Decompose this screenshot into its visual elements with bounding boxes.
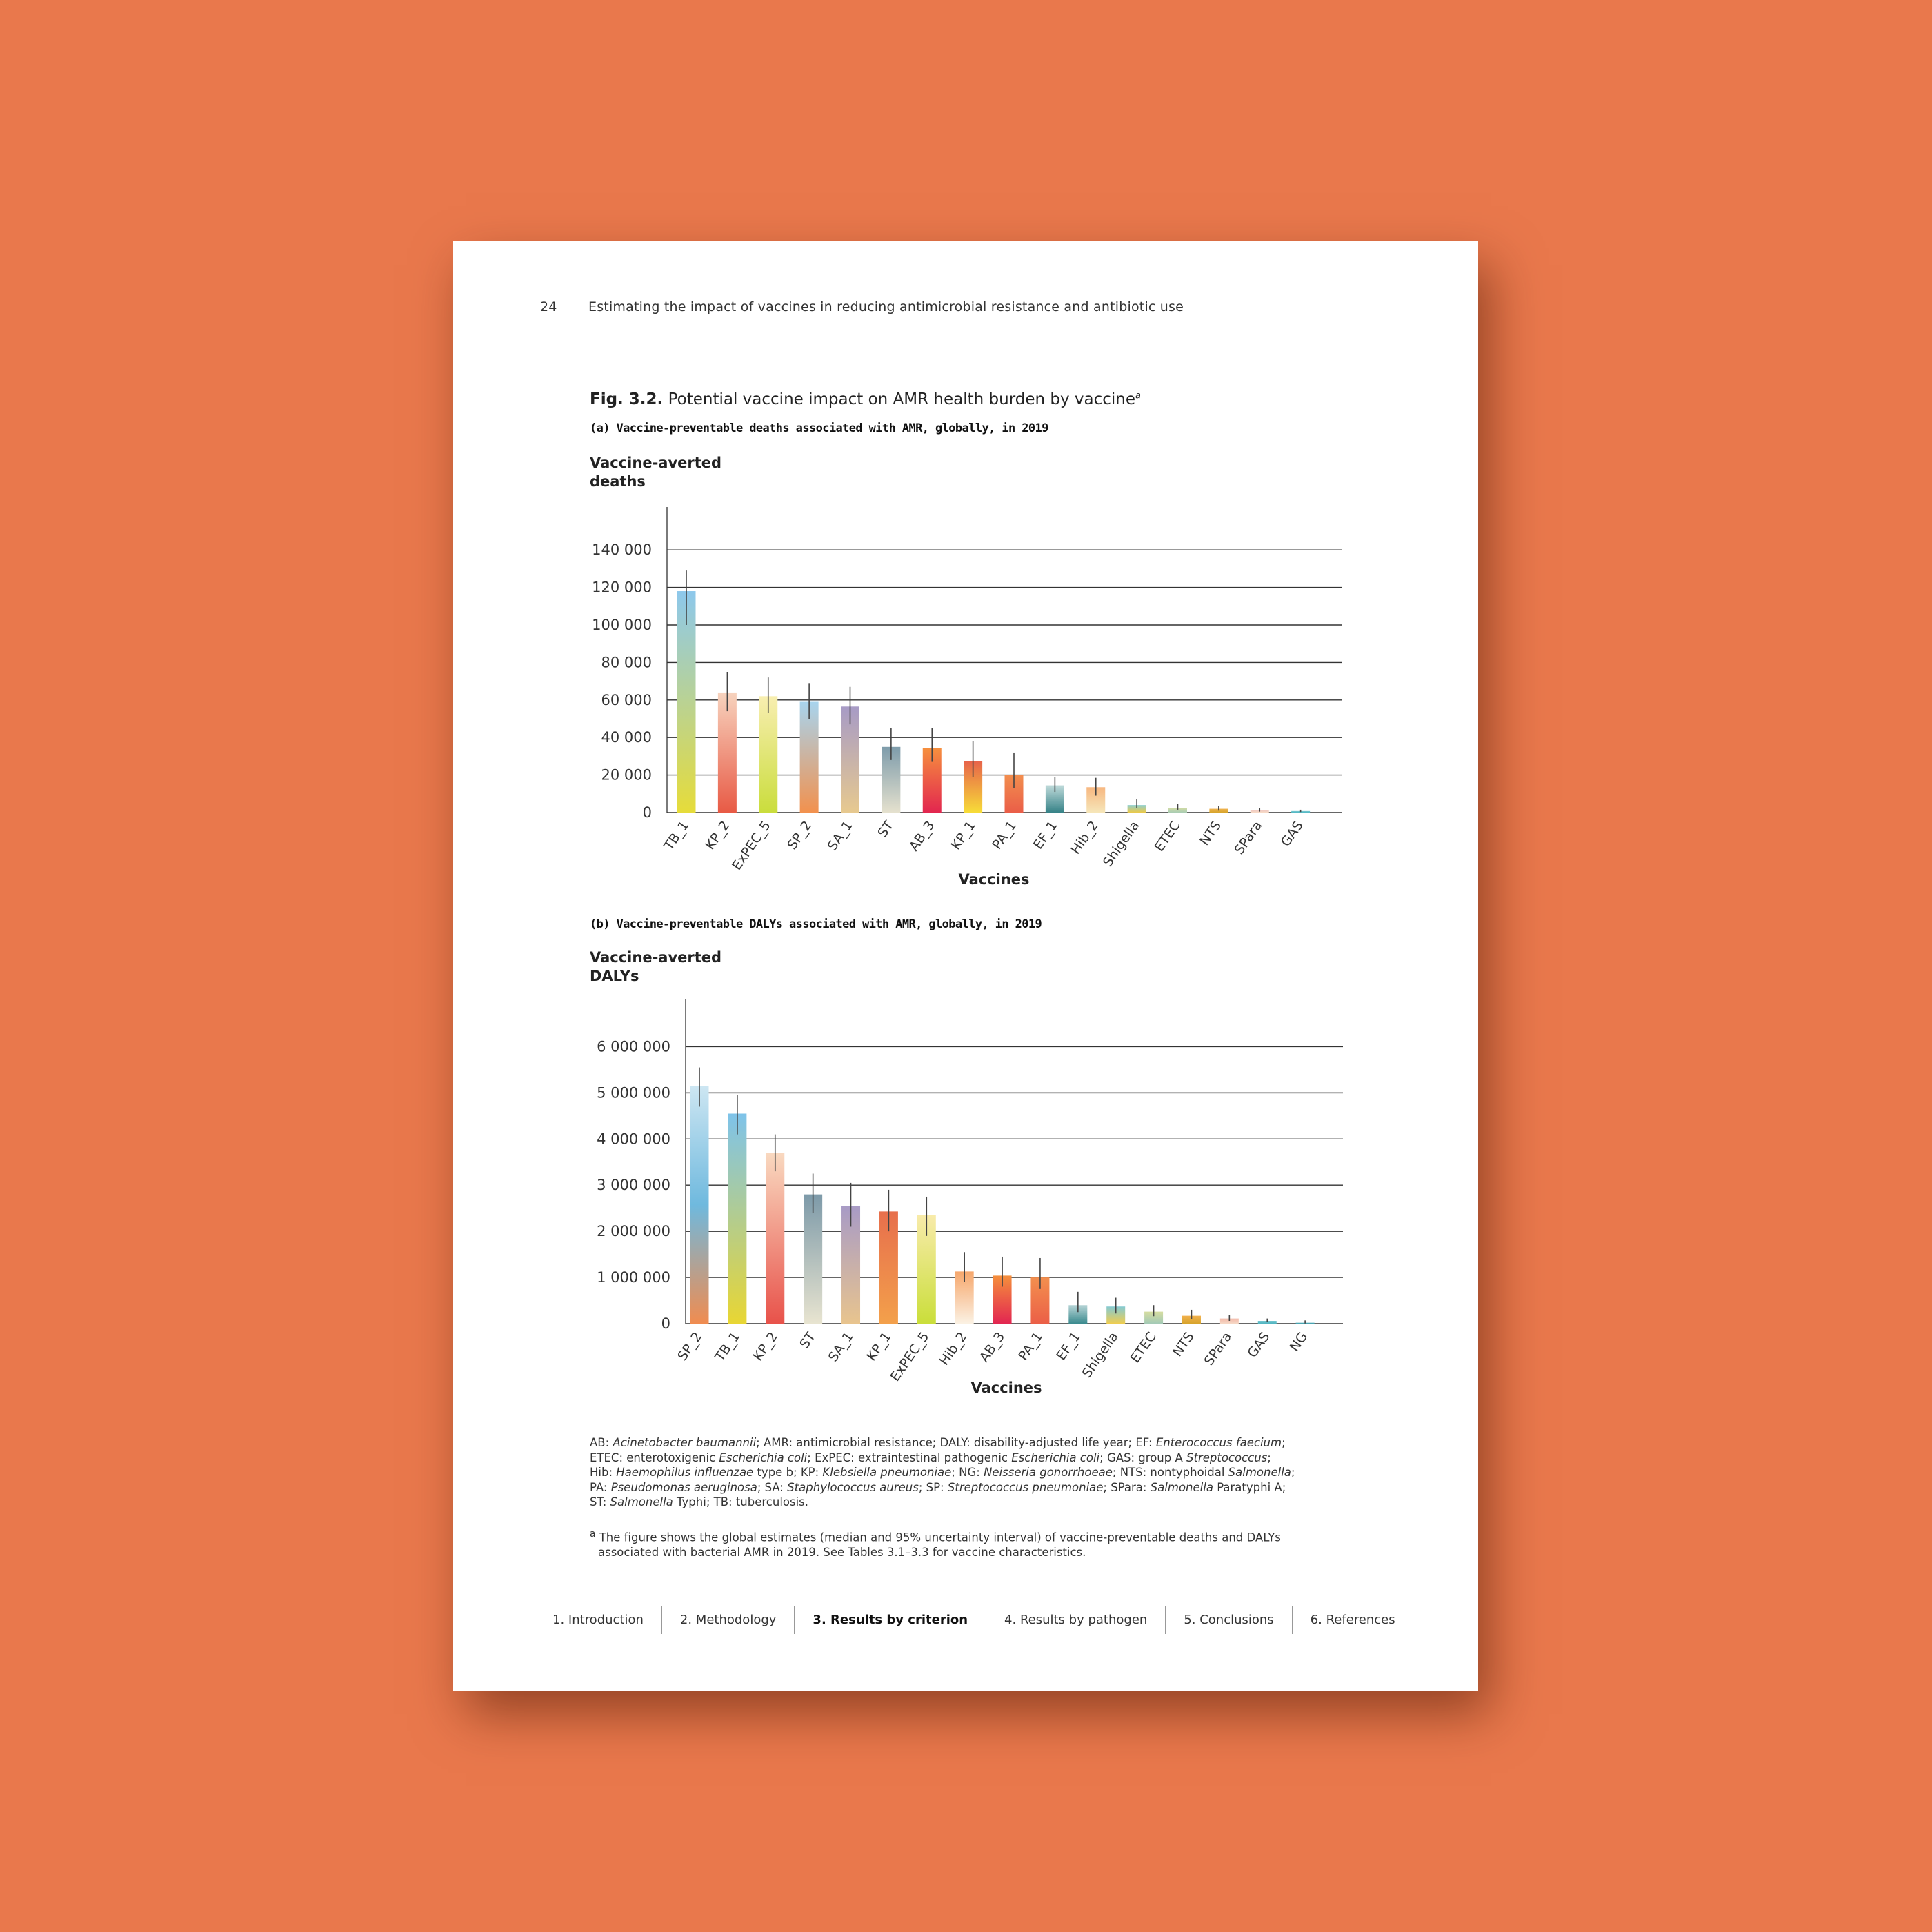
y-tick-label: 140 000 bbox=[592, 541, 652, 559]
x-tick-label-tb-1: TB_1 bbox=[661, 818, 693, 853]
x-tick-label-spara: SPara bbox=[1201, 1329, 1235, 1368]
footnote-line-1: The figure shows the global estimates (median and 95% uncertainty interval) of vaccine-preventable deaths and DALYs bbox=[599, 1531, 1281, 1544]
y-tick-label: 4 000 000 bbox=[597, 1131, 670, 1148]
y-tick-label: 40 000 bbox=[601, 729, 652, 746]
x-tick-label-etec: ETEC bbox=[1151, 818, 1184, 855]
bar-st bbox=[804, 1195, 822, 1324]
x-tick-label-ab-3: AB_3 bbox=[906, 818, 938, 854]
x-tick-label-hib-2: Hib_2 bbox=[936, 1329, 970, 1368]
page-number: 24 bbox=[540, 299, 557, 315]
y-tick-label: 2 000 000 bbox=[597, 1223, 670, 1240]
x-tick-label-etec: ETEC bbox=[1127, 1329, 1159, 1366]
x-tick-label-pa-1: PA_1 bbox=[1015, 1329, 1046, 1364]
x-tick-label-ef-1: EF_1 bbox=[1030, 818, 1061, 853]
nav-introduction[interactable]: 1. Introduction bbox=[552, 1613, 644, 1627]
nav-methodology[interactable]: 2. Methodology bbox=[679, 1613, 777, 1627]
x-tick-label-ng: NG bbox=[1286, 1329, 1311, 1355]
chart-b-subtitle: (b) Vaccine-preventable DALYs associated with AMR, globally, in 2019 bbox=[590, 917, 1042, 931]
figure-label: Fig. 3.2. bbox=[590, 390, 664, 408]
x-tick-label-sp-2: SP_2 bbox=[675, 1329, 706, 1364]
x-tick-label-kp-1: KP_1 bbox=[948, 818, 979, 853]
x-tick-label-gas: GAS bbox=[1244, 1329, 1273, 1361]
y-tick-label: 0 bbox=[642, 804, 652, 821]
x-tick-label-kp-2: KP_2 bbox=[702, 818, 733, 853]
x-tick-label-sa-1: SA_1 bbox=[825, 1329, 857, 1365]
abbreviations: AB: Acinetobacter baumannii; AMR: antimicrobial resistance; DALY: disability-adjusted life year; EF: Enterococcus faecium; ETEC: enterotoxigenic Escherichia coli; ExPEC: extraintestinal pathogenic Escherichia coli; GAS: group A Streptococcus; Hib: Haemophilus influenzae type b; KP: Klebsiella pneumoniae; NG: Neisseria gonorrhoeae; NTS: nontyphoidal Salmonella; PA: Pseudomonas aeruginosa; SA: Staphylococcus aureus; SP: Streptococcus pneumoniae; SPara: Salmonella Paratyphi A; ST: Salmonella Typhi; TB: tuberculosis. bbox=[590, 1436, 1295, 1508]
x-tick-label-shigella: Shigella bbox=[1099, 818, 1143, 870]
section-nav bbox=[535, 1603, 1413, 1637]
x-tick-label-expec-5: ExPEC_5 bbox=[729, 818, 774, 873]
footnote-line-2: associated with bacterial AMR in 2019. See Tables 3.1–3.3 for vaccine characteristics. bbox=[598, 1546, 1086, 1559]
x-tick-label-nts: NTS bbox=[1197, 818, 1224, 848]
x-tick-label-nts: NTS bbox=[1169, 1329, 1197, 1360]
y-tick-label: 100 000 bbox=[592, 617, 652, 633]
x-tick-label-sa-1: SA_1 bbox=[824, 818, 856, 854]
nav-results-by-criterion[interactable]: 3. Results by criterion bbox=[795, 1606, 986, 1634]
x-tick-label-kp-2: KP_2 bbox=[750, 1329, 781, 1364]
y-tick-label: 3 000 000 bbox=[597, 1177, 670, 1194]
footnote-marker: a bbox=[590, 1528, 596, 1540]
x-tick-label-gas: GAS bbox=[1277, 818, 1306, 850]
footnote bbox=[590, 1527, 1335, 1560]
y-tick-label: 60 000 bbox=[601, 691, 652, 708]
x-tick-label-pa-1: PA_1 bbox=[989, 818, 1020, 853]
y-tick-label: 1 000 000 bbox=[597, 1269, 670, 1286]
nav-results-by-pathogen[interactable]: 4. Results by pathogen bbox=[1004, 1613, 1148, 1627]
document-page bbox=[453, 241, 1478, 1691]
bar-sp-2 bbox=[690, 1086, 709, 1324]
running-title: Estimating the impact of vaccines in reducing antimicrobial resistance and antibiotic use bbox=[588, 299, 1184, 315]
chart-a-subtitle: (a) Vaccine-preventable deaths associated with AMR, globally, in 2019 bbox=[590, 421, 1048, 435]
y-tick-label: 0 bbox=[661, 1315, 670, 1332]
bar-tb-1 bbox=[728, 1114, 746, 1324]
x-axis-label: Vaccines bbox=[958, 871, 1030, 888]
x-tick-label-st: ST bbox=[875, 818, 897, 841]
chart-b bbox=[453, 241, 1478, 1428]
y-tick-label: 120 000 bbox=[592, 579, 652, 596]
x-tick-label-expec-5: ExPEC_5 bbox=[887, 1329, 933, 1384]
chart-b-ylabel: Vaccine-averted DALYs bbox=[590, 949, 722, 984]
x-tick-label-st: ST bbox=[797, 1329, 819, 1352]
nav-references[interactable]: 6. References bbox=[1310, 1613, 1395, 1627]
x-tick-label-ab-3: AB_3 bbox=[976, 1329, 1008, 1365]
figure-title-note: a bbox=[1135, 390, 1141, 401]
x-tick-label-spara: SPara bbox=[1231, 818, 1266, 857]
chart-a-ylabel: Vaccine-averted deaths bbox=[590, 455, 722, 490]
bar-kp-2 bbox=[766, 1153, 784, 1324]
x-tick-label-shigella: Shigella bbox=[1079, 1329, 1122, 1381]
x-axis-label: Vaccines bbox=[970, 1380, 1042, 1396]
x-tick-label-ef-1: EF_1 bbox=[1053, 1329, 1084, 1364]
x-tick-label-tb-1: TB_1 bbox=[712, 1329, 743, 1364]
y-tick-label: 20 000 bbox=[601, 766, 652, 784]
nav-conclusions[interactable]: 5. Conclusions bbox=[1184, 1613, 1274, 1627]
y-tick-label: 6 000 000 bbox=[597, 1038, 670, 1055]
y-tick-label: 5 000 000 bbox=[597, 1084, 670, 1102]
figure-title-text: Potential vaccine impact on AMR health burden by vaccine bbox=[668, 390, 1136, 408]
x-tick-label-hib-2: Hib_2 bbox=[1068, 818, 1102, 857]
x-tick-label-kp-1: KP_1 bbox=[864, 1329, 895, 1364]
y-tick-label: 80 000 bbox=[601, 654, 652, 671]
x-tick-label-sp-2: SP_2 bbox=[784, 818, 815, 853]
